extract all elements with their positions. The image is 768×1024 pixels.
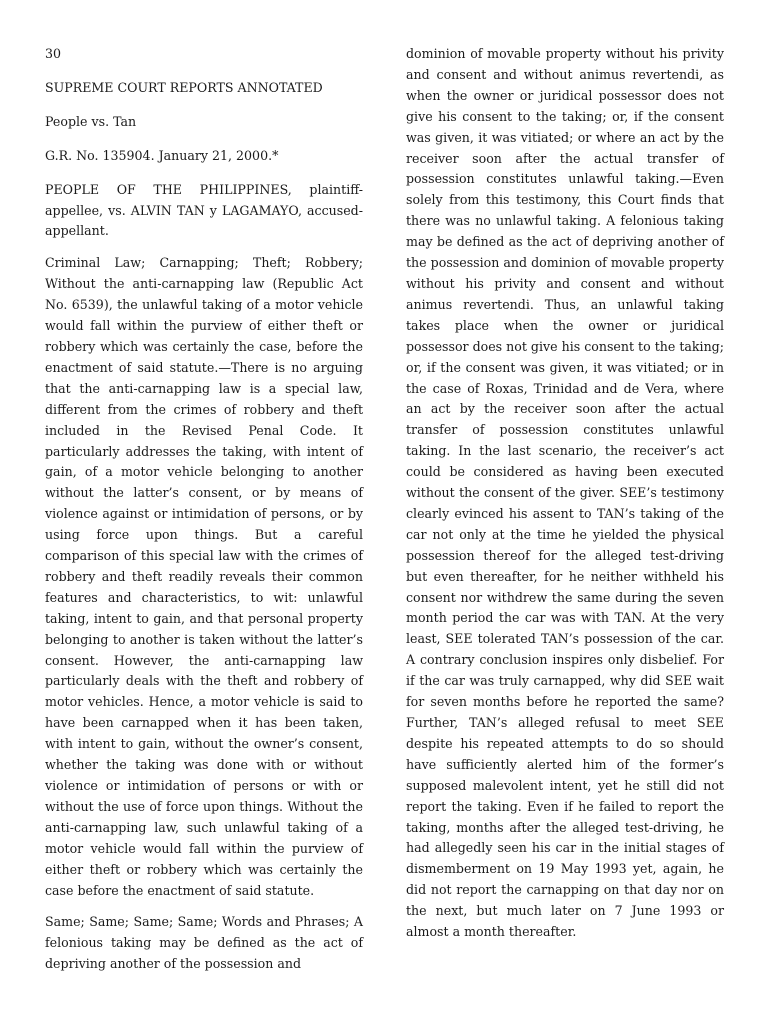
- syllabus-paragraph-2-start: Same; Same; Same; Same; Words and Phrases; A felonious taking may be defined as the act of depriving another of the possession and: [45, 914, 363, 972]
- case-short-title: People vs. Tan: [45, 113, 137, 129]
- case-parties: PEOPLE OF THE PHILIPPINES, plaintiff-appellee, vs. ALVIN TAN y LAGAMAYO, accused-appellant.: [45, 181, 363, 239]
- right-column: [406, 44, 724, 954]
- left-column: [45, 44, 363, 986]
- reporter-title: SUPREME COURT REPORTS ANNOTATED: [45, 79, 323, 95]
- syllabus-paragraph-1: Criminal Law; Carnapping; Theft; Robbery; Without the anti-carnapping law (Republic Act No. 6539), the unlawful taking of a motor vehicle would fall within the purview of either theft or robbery which was certainly the case, before the enactment of said statute.—There is no arguing that the anti-carnapping law is a special law, different from the crimes of robbery and theft included in the Revised Penal Code. It particularly addresses the taking, with intent of gain, of a motor vehicle belonging to another without the latter’s consent, or by means of violence against or intimidation of persons, or by using force upon things. But a careful comparison of this special law with the crimes of robbery and theft readily reveals their common features and characteristics, to wit: unlawful taking, intent to gain, and that personal property belonging to another is taken without the latter’s consent. However, the anti-carnapping law particularly deals with the theft and robbery of motor vehicles. Hence, a motor vehicle is said to have been carnapped when it has been taken, with intent to gain, without the owner’s consent, whether the taking was done with or without violence or intimidation of persons or with or without the use of force upon things. Without the anti-carnapping law, such unlawful taking of a motor vehicle would fall within the purview of either theft or robbery which was certainly the case before the enactment of said statute.: [45, 255, 363, 898]
- case-number: G.R. No. 135904. January 21, 2000.*: [45, 147, 279, 163]
- page-number: 30: [45, 46, 62, 61]
- syllabus-paragraph-2-continued: dominion of movable property without his privity and consent and without animus revertendi, as when the owner or juridical possessor does not give his consent to the taking; or, if the consent was given, it was vitiated; or where an act by the receiver soon after the actual transfer of possession constitutes unlawful taking.—Even solely from this testimony, this Court finds that there was no unlawful taking. A felonious taking may be defined as the act of depriving another of the possession and dominion of movable property without his privity and consent and without animus revertendi. Thus, an unlawful taking takes place when the owner or juridical possessor does not give his consent to the taking; or, if the consent was given, it was vitiated; or in the case of Roxas, Trinidad and de Vera, where an act by the receiver soon after the actual transfer of possession constitutes unlawful taking. In the last scenario, the receiver’s act could be considered as having been executed without the consent of the giver. SEE’s testimony clearly evinced his assent to TAN’s taking of the car not only at the time he yielded the physical possession thereof for the alleged test-driving but even thereafter, for he neither withheld his consent nor withdrew the same during the seven month period the car was with TAN. At the very least, SEE tolerated TAN’s possession of the car. A contrary conclusion inspires only disbelief. For if the car was truly carnapped, why did SEE wait for seven months before he reported the same? Further, TAN’s alleged refusal to meet SEE despite his repeated attempts to do so should have sufficiently alerted him of the former’s supposed malevolent intent, yet he still did not report the taking. Even if he failed to report the taking, months after the alleged test-driving, he had allegedly seen his car in the initial stages of dismemberment on 19 May 1993 yet, again, he did not report the carnapping on that day nor on the next, but much later on 7 June 1993 or almost a month thereafter.: [406, 46, 724, 940]
